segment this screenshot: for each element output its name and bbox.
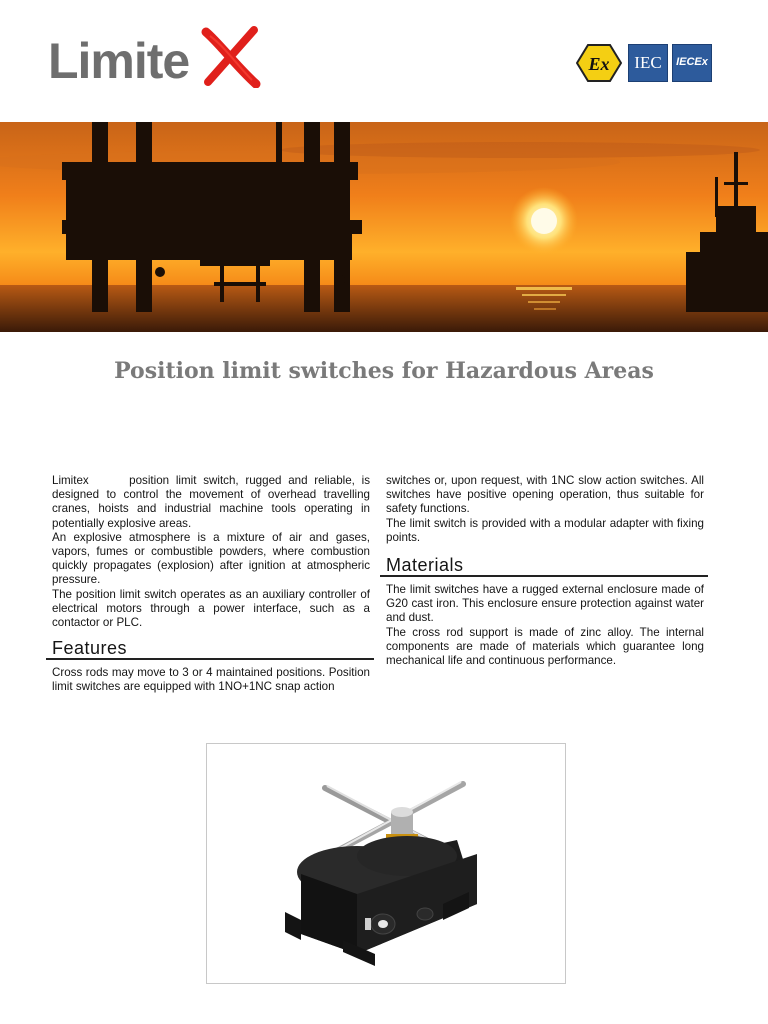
atex-ex-icon — [576, 44, 622, 82]
materials-heading: Materials — [380, 553, 708, 577]
features-paragraph-2: The limit switch is provided with a modular adapter with fixing points. — [386, 516, 704, 544]
iec-label: IEC — [634, 53, 662, 72]
product-image-frame — [206, 743, 566, 984]
logo-text: Limite — [48, 33, 190, 89]
intro-paragraph-3: The position limit switch operates as an auxiliary controller of electrical motors through a power interface, such as a contactor or PLC. — [52, 587, 370, 630]
intro-paragraph-2: An explosive atmosphere is a mixture of air and gases, vapors, fumes or combustible powders, where combustion quickly propagates (explosion) after ignition at atmospheric pressure. — [52, 530, 370, 587]
materials-paragraph-1: The limit switches have a rugged external enclosure made of G20 cast iron. This enclosure ensure protection against water and dust. — [386, 583, 704, 625]
materials-paragraph-2: The cross rod support is made of zinc alloy. The internal components are made of materials which guarantee long mechanical life and continuous performance. — [386, 625, 704, 668]
iecex-label: IECEx — [676, 56, 708, 68]
atex-label: Ex — [588, 54, 610, 74]
features-heading: Features — [46, 636, 374, 660]
page-title: Position limit switches for Hazardous Areas — [114, 358, 654, 384]
logo-x-icon — [200, 26, 262, 88]
features-paragraph-1-cont: switches or, upon request, with 1NC slow action switches. All switches have positive opening operation, thus suitable for safety functions. — [386, 474, 704, 516]
offshore-sunset-banner — [0, 122, 768, 332]
right-column — [386, 474, 704, 668]
iec-icon — [628, 44, 668, 82]
left-column — [52, 474, 374, 695]
limitex-logo — [48, 26, 263, 90]
limit-switch-product-image — [207, 744, 565, 983]
intro-paragraph-1: Limitex position limit switch, rugged and reliable, is designed to control the movement of overhead travelling cranes, hoists and industrial machine tools operating in potentially explosive areas. — [52, 474, 374, 530]
iecex-icon — [672, 44, 712, 82]
features-paragraph-1: Cross rods may move to 3 or 4 maintained positions. Position limit switches are equipped with 1NO+1NC snap action — [52, 666, 370, 694]
